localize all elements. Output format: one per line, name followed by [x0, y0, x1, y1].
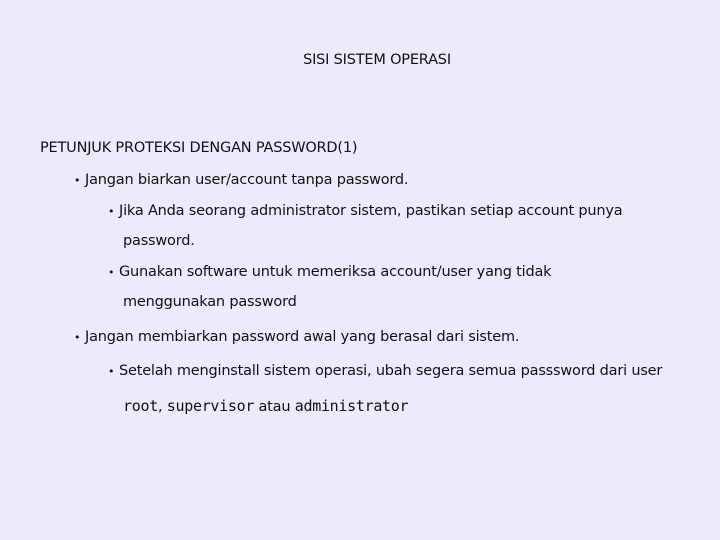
user-administrator: administrator — [294, 397, 409, 415]
user-root: root — [123, 397, 158, 415]
slide-title: SISI SISTEM OPERASI — [303, 52, 451, 68]
bullet-text: Jika Anda seorang administrator sistem, pastikan setiap account punya — [119, 203, 623, 219]
bullet-text: Setelah menginstall sistem operasi, ubah segera semua passsword dari user — [119, 363, 663, 379]
separator-atau: atau — [254, 399, 295, 415]
sub-bullet-item-2 — [108, 264, 551, 280]
sub-bullet-item-3-continuation — [123, 397, 408, 415]
sub-bullet-item-3 — [108, 363, 662, 379]
bullet-text: Jangan membiarkan password awal yang berasal dari sistem. — [85, 329, 520, 345]
separator-comma: , — [157, 399, 167, 415]
sub-bullet-item-1-continuation: password. — [123, 233, 195, 249]
bullet-marker: • — [108, 365, 115, 378]
user-supervisor: supervisor — [166, 397, 255, 415]
bullet-item-1 — [74, 172, 408, 188]
section-heading: PETUNJUK PROTEKSI DENGAN PASSWORD(1) — [40, 140, 358, 156]
sub-bullet-item-1 — [108, 203, 622, 219]
bullet-marker: • — [108, 266, 115, 279]
bullet-item-2 — [74, 329, 519, 345]
bullet-marker: • — [74, 174, 81, 187]
bullet-text: Gunakan software untuk memeriksa account/user yang tidak — [119, 264, 552, 280]
bullet-marker: • — [108, 205, 115, 218]
bullet-text: Jangan biarkan user/account tanpa password. — [85, 172, 409, 188]
bullet-marker: • — [74, 331, 81, 344]
sub-bullet-item-2-continuation: menggunakan password — [123, 294, 297, 310]
